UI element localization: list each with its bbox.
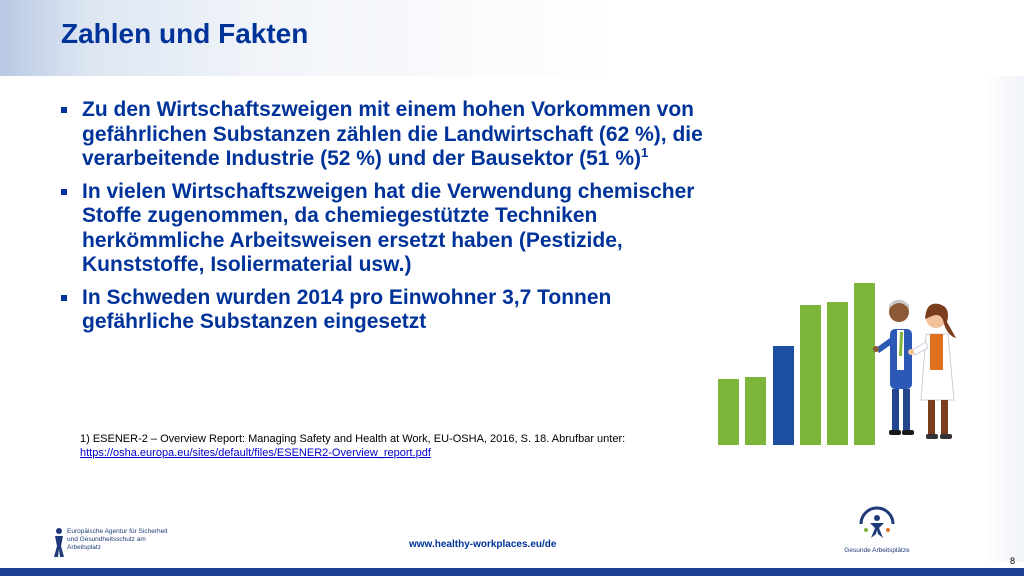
bullet-text: Zu den Wirtschaftszweigen mit einem hohen Vorkommen von gefährlichen Substanzen zählen die Landwirtschaft (62 %), die verarbeitende Industrie (52 %) und der Bausektor (51 %) [82, 98, 703, 170]
chart-bar [773, 346, 794, 445]
chart-bar [718, 379, 739, 445]
footnote-text: 1) ESENER-2 – Overview Report: Managing Safety and Health at Work, EU-OSHA, 2016, S. 18. Abrufbar unter: [80, 433, 626, 445]
page-number: 8 [1010, 556, 1016, 566]
chart-bar [854, 283, 875, 445]
footnote-marker: 1 [640, 145, 649, 160]
campaign-name: Gesunde Arbeitsplätze [844, 547, 910, 554]
bullet-item [60, 180, 720, 278]
bullet-list [60, 98, 720, 343]
slide-title: Zahlen und Fakten [61, 18, 309, 49]
bottom-band [0, 568, 1024, 576]
scientists-illustration [873, 300, 956, 440]
bar-chart-illustration [714, 276, 984, 452]
footnote [80, 432, 700, 460]
chart-bar [745, 377, 766, 445]
footer-url[interactable]: www.healthy-workplaces.eu/de [409, 539, 557, 550]
woman-figure [908, 304, 956, 439]
agency-name: Europäische Agentur für Sicherheit und Gesundheitsschutz am Arbeitsplatz [67, 528, 168, 551]
campaign-logo [842, 504, 912, 556]
bullet-text: In Schweden wurden 2014 pro Einwohner 3,7 Tonnen gefährliche Substanzen eingesetzt [82, 285, 612, 333]
chart-bar [827, 302, 848, 445]
right-edge-band [982, 76, 1024, 562]
chart-bar [800, 305, 821, 445]
man-figure [873, 300, 914, 436]
bullet-square-icon [61, 189, 67, 195]
campaign-emblem-icon [857, 504, 897, 544]
bullet-item [60, 286, 720, 335]
footnote-link[interactable]: https://osha.europa.eu/sites/default/files/ESENER2-Overview_report.pdf [80, 447, 431, 459]
eu-osha-logo [52, 526, 182, 562]
bullet-item [60, 98, 720, 172]
bullet-square-icon [61, 107, 67, 113]
bullet-text: In vielen Wirtschaftszweigen hat die Verwendung chemischer Stoffe zugenommen, da chemiegestützte Techniken herkömmliche Arbeitsweisen ersetzt haben (Pestizide, Kunststoffe, Isoliermaterial usw.) [82, 179, 695, 276]
bullet-square-icon [61, 295, 67, 301]
eu-osha-emblem-icon [52, 526, 66, 558]
